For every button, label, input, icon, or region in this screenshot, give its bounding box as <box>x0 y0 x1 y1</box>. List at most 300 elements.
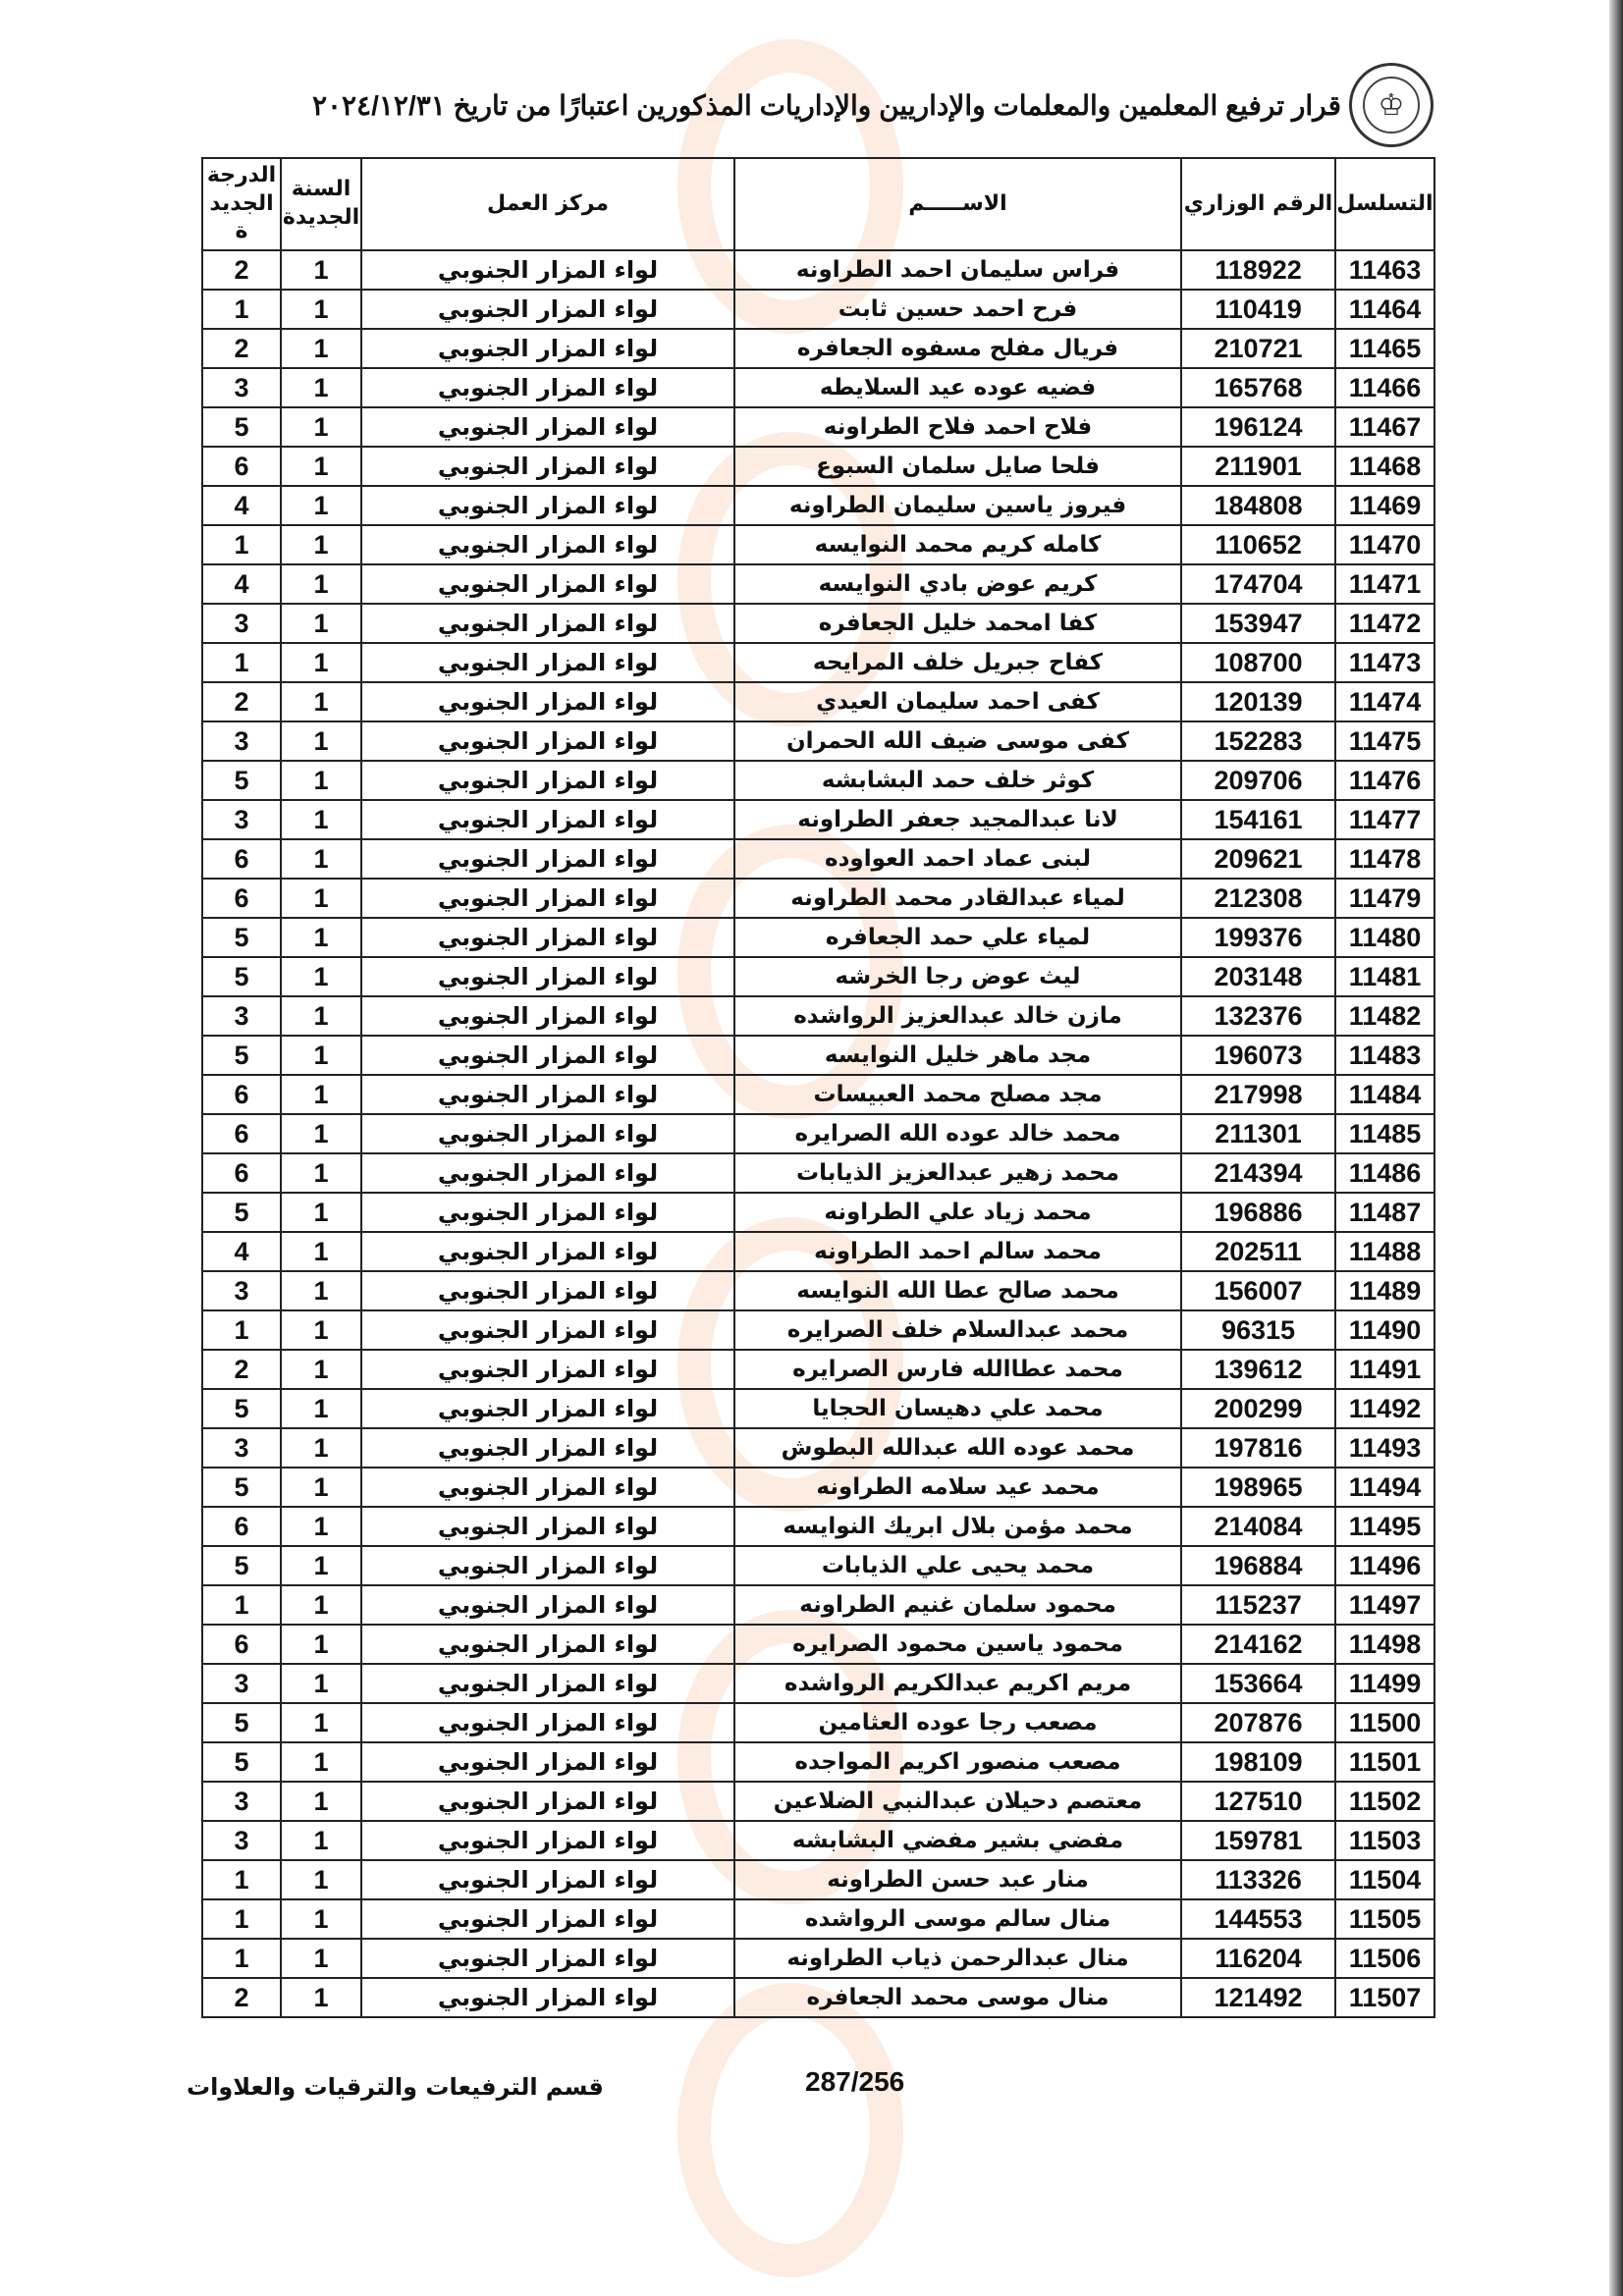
cell-serial: 11488 <box>1335 1232 1434 1271</box>
cell-name: محمد يحيى علي الذيابات <box>734 1546 1181 1585</box>
cell-new-year: 1 <box>281 1310 361 1350</box>
table-row <box>202 1036 1434 1075</box>
cell-name: كفى موسى ضيف الله الحمران <box>734 721 1181 761</box>
cell-work-center: لواء المزار الجنوبي <box>361 1507 734 1546</box>
cell-serial: 11474 <box>1335 682 1434 721</box>
cell-work-center: لواء المزار الجنوبي <box>361 525 734 564</box>
cell-new-year: 1 <box>281 800 361 839</box>
cell-serial: 11465 <box>1335 329 1434 368</box>
cell-serial: 11467 <box>1335 407 1434 447</box>
cell-new-year: 1 <box>281 1625 361 1664</box>
cell-work-center: لواء المزار الجنوبي <box>361 1153 734 1193</box>
cell-ministry-no: 154161 <box>1181 800 1335 839</box>
table-row <box>202 525 1434 564</box>
table-row <box>202 1075 1434 1114</box>
cell-new-grade: 3 <box>202 368 281 407</box>
table-row <box>202 368 1434 407</box>
cell-new-grade: 5 <box>202 1703 281 1742</box>
cell-name: فراس سليمان احمد الطراونه <box>734 250 1181 290</box>
cell-ministry-no: 211301 <box>1181 1114 1335 1153</box>
cell-new-grade: 1 <box>202 1899 281 1939</box>
cell-new-year: 1 <box>281 879 361 918</box>
cell-new-grade: 5 <box>202 407 281 447</box>
cell-work-center: لواء المزار الجنوبي <box>361 290 734 329</box>
cell-serial: 11471 <box>1335 564 1434 604</box>
cell-name: محمد خالد عوده الله الصرايره <box>734 1114 1181 1153</box>
cell-serial: 11468 <box>1335 447 1434 486</box>
table-row <box>202 564 1434 604</box>
cell-work-center: لواء المزار الجنوبي <box>361 1625 734 1664</box>
cell-work-center: لواء المزار الجنوبي <box>361 1075 734 1114</box>
cell-new-grade: 6 <box>202 447 281 486</box>
cell-work-center: لواء المزار الجنوبي <box>361 1860 734 1899</box>
cell-ministry-no: 153947 <box>1181 604 1335 643</box>
cell-new-year: 1 <box>281 1271 361 1310</box>
cell-serial: 11505 <box>1335 1899 1434 1939</box>
header-serial: التسلسل <box>1335 158 1434 250</box>
cell-work-center: لواء المزار الجنوبي <box>361 996 734 1036</box>
cell-serial: 11497 <box>1335 1585 1434 1625</box>
cell-ministry-no: 210721 <box>1181 329 1335 368</box>
table-row <box>202 1114 1434 1153</box>
cell-name: فلاح احمد فلاح الطراونه <box>734 407 1181 447</box>
cell-new-grade: 4 <box>202 1232 281 1271</box>
cell-name: مصعب منصور اكريم المواجده <box>734 1742 1181 1782</box>
cell-new-year: 1 <box>281 1036 361 1075</box>
cell-serial: 11486 <box>1335 1153 1434 1193</box>
cell-name: محمد زهير عبدالعزيز الذيابات <box>734 1153 1181 1193</box>
cell-serial: 11495 <box>1335 1507 1434 1546</box>
cell-work-center: لواء المزار الجنوبي <box>361 1193 734 1232</box>
cell-work-center: لواء المزار الجنوبي <box>361 1703 734 1742</box>
table-row <box>202 918 1434 957</box>
cell-new-grade: 5 <box>202 1389 281 1428</box>
cell-work-center: لواء المزار الجنوبي <box>361 1821 734 1860</box>
cell-new-year: 1 <box>281 721 361 761</box>
cell-ministry-no: 196884 <box>1181 1546 1335 1585</box>
cell-name: محمود سلمان غنيم الطراونه <box>734 1585 1181 1625</box>
cell-new-year: 1 <box>281 525 361 564</box>
cell-ministry-no: 127510 <box>1181 1782 1335 1821</box>
table-row <box>202 1271 1434 1310</box>
cell-ministry-no: 121492 <box>1181 1978 1335 2017</box>
cell-ministry-no: 184808 <box>1181 486 1335 525</box>
cell-new-grade: 6 <box>202 839 281 879</box>
cell-new-grade: 3 <box>202 1271 281 1310</box>
cell-work-center: لواء المزار الجنوبي <box>361 1742 734 1782</box>
cell-new-year: 1 <box>281 1389 361 1428</box>
table-row <box>202 329 1434 368</box>
table-row <box>202 1232 1434 1271</box>
cell-work-center: لواء المزار الجنوبي <box>361 486 734 525</box>
cell-new-year: 1 <box>281 368 361 407</box>
cell-ministry-no: 199376 <box>1181 918 1335 957</box>
cell-work-center: لواء المزار الجنوبي <box>361 682 734 721</box>
scan-edge <box>1609 0 1623 2296</box>
cell-name: لمياء عبدالقادر محمد الطراونه <box>734 879 1181 918</box>
header-new-grade: الدرجة الجديدة <box>202 158 281 250</box>
cell-ministry-no: 214162 <box>1181 1625 1335 1664</box>
cell-new-year: 1 <box>281 1860 361 1899</box>
cell-new-year: 1 <box>281 1703 361 1742</box>
cell-new-year: 1 <box>281 290 361 329</box>
cell-new-year: 1 <box>281 250 361 290</box>
cell-ministry-no: 110652 <box>1181 525 1335 564</box>
cell-work-center: لواء المزار الجنوبي <box>361 368 734 407</box>
header-name: الاســـــم <box>734 158 1181 250</box>
cell-name: منال عبدالرحمن ذياب الطراونه <box>734 1939 1181 1978</box>
cell-new-year: 1 <box>281 1114 361 1153</box>
cell-name: مفضي بشير مفضي البشابشه <box>734 1821 1181 1860</box>
cell-ministry-no: 96315 <box>1181 1310 1335 1350</box>
ministry-emblem-icon: ♔ <box>1349 63 1434 147</box>
header-new-year: السنة الجديدة <box>281 158 361 250</box>
cell-serial: 11502 <box>1335 1782 1434 1821</box>
cell-work-center: لواء المزار الجنوبي <box>361 564 734 604</box>
table-row <box>202 839 1434 879</box>
cell-name: منار عبد حسن الطراونه <box>734 1860 1181 1899</box>
cell-serial: 11491 <box>1335 1350 1434 1389</box>
cell-serial: 11477 <box>1335 800 1434 839</box>
cell-ministry-no: 132376 <box>1181 996 1335 1036</box>
cell-name: محمد سالم احمد الطراونه <box>734 1232 1181 1271</box>
cell-new-grade: 5 <box>202 761 281 800</box>
cell-name: مجد مصلح محمد العبيسات <box>734 1075 1181 1114</box>
cell-work-center: لواء المزار الجنوبي <box>361 1664 734 1703</box>
cell-new-year: 1 <box>281 1899 361 1939</box>
cell-new-grade: 5 <box>202 1193 281 1232</box>
cell-ministry-no: 113326 <box>1181 1860 1335 1899</box>
cell-serial: 11485 <box>1335 1114 1434 1153</box>
cell-ministry-no: 196073 <box>1181 1036 1335 1075</box>
table-row <box>202 682 1434 721</box>
cell-work-center: لواء المزار الجنوبي <box>361 643 734 682</box>
cell-work-center: لواء المزار الجنوبي <box>361 407 734 447</box>
cell-work-center: لواء المزار الجنوبي <box>361 329 734 368</box>
cell-ministry-no: 196124 <box>1181 407 1335 447</box>
cell-ministry-no: 152283 <box>1181 721 1335 761</box>
cell-work-center: لواء المزار الجنوبي <box>361 1782 734 1821</box>
cell-name: فضيه عوده عيد السلايطه <box>734 368 1181 407</box>
cell-ministry-no: 212308 <box>1181 879 1335 918</box>
cell-ministry-no: 196886 <box>1181 1193 1335 1232</box>
cell-name: كوثر خلف حمد البشابشه <box>734 761 1181 800</box>
cell-new-grade: 5 <box>202 1468 281 1507</box>
cell-ministry-no: 209621 <box>1181 839 1335 879</box>
table-row <box>202 1546 1434 1585</box>
table-row <box>202 721 1434 761</box>
header-ministry-no: الرقم الوزاري <box>1181 158 1335 250</box>
cell-ministry-no: 198109 <box>1181 1742 1335 1782</box>
cell-name: معتصم دحيلان عبدالنبي الضلاعين <box>734 1782 1181 1821</box>
cell-new-year: 1 <box>281 447 361 486</box>
cell-new-year: 1 <box>281 1821 361 1860</box>
cell-serial: 11493 <box>1335 1428 1434 1468</box>
cell-serial: 11472 <box>1335 604 1434 643</box>
cell-name: محمد عيد سلامه الطراونه <box>734 1468 1181 1507</box>
cell-work-center: لواء المزار الجنوبي <box>361 1585 734 1625</box>
cell-new-grade: 3 <box>202 1428 281 1468</box>
cell-serial: 11466 <box>1335 368 1434 407</box>
cell-name: لمياء علي حمد الجعافره <box>734 918 1181 957</box>
cell-work-center: لواء المزار الجنوبي <box>361 1271 734 1310</box>
document-header <box>187 61 1434 149</box>
cell-ministry-no: 144553 <box>1181 1899 1335 1939</box>
cell-new-year: 1 <box>281 407 361 447</box>
cell-new-year: 1 <box>281 996 361 1036</box>
cell-serial: 11463 <box>1335 250 1434 290</box>
watermark <box>677 1983 903 2277</box>
cell-work-center: لواء المزار الجنوبي <box>361 957 734 996</box>
cell-work-center: لواء المزار الجنوبي <box>361 1036 734 1075</box>
cell-new-year: 1 <box>281 1664 361 1703</box>
cell-new-grade: 1 <box>202 290 281 329</box>
cell-name: منال موسى محمد الجعافره <box>734 1978 1181 2017</box>
table-row <box>202 1153 1434 1193</box>
cell-new-year: 1 <box>281 1742 361 1782</box>
cell-new-year: 1 <box>281 1193 361 1232</box>
cell-ministry-no: 203148 <box>1181 957 1335 996</box>
cell-new-grade: 6 <box>202 1625 281 1664</box>
cell-new-grade: 1 <box>202 1939 281 1978</box>
cell-ministry-no: 116204 <box>1181 1939 1335 1978</box>
cell-work-center: لواء المزار الجنوبي <box>361 250 734 290</box>
table-row <box>202 447 1434 486</box>
table-row <box>202 1664 1434 1703</box>
cell-serial: 11469 <box>1335 486 1434 525</box>
cell-serial: 11507 <box>1335 1978 1434 2017</box>
cell-serial: 11470 <box>1335 525 1434 564</box>
cell-new-year: 1 <box>281 643 361 682</box>
table-row <box>202 1585 1434 1625</box>
cell-new-year: 1 <box>281 486 361 525</box>
cell-new-year: 1 <box>281 1468 361 1507</box>
cell-new-grade: 3 <box>202 1782 281 1821</box>
cell-name: محمد صالح عطا الله النوايسه <box>734 1271 1181 1310</box>
cell-ministry-no: 209706 <box>1181 761 1335 800</box>
cell-ministry-no: 153664 <box>1181 1664 1335 1703</box>
cell-new-year: 1 <box>281 1075 361 1114</box>
cell-ministry-no: 214394 <box>1181 1153 1335 1193</box>
cell-serial: 11496 <box>1335 1546 1434 1585</box>
cell-serial: 11478 <box>1335 839 1434 879</box>
table-row <box>202 1625 1434 1664</box>
cell-new-grade: 6 <box>202 1075 281 1114</box>
cell-serial: 11490 <box>1335 1310 1434 1350</box>
cell-new-grade: 6 <box>202 1114 281 1153</box>
cell-work-center: لواء المزار الجنوبي <box>361 1114 734 1153</box>
cell-name: محمد عبدالسلام خلف الصرايره <box>734 1310 1181 1350</box>
cell-new-year: 1 <box>281 918 361 957</box>
cell-ministry-no: 120139 <box>1181 682 1335 721</box>
cell-new-grade: 3 <box>202 800 281 839</box>
cell-new-year: 1 <box>281 1546 361 1585</box>
cell-serial: 11501 <box>1335 1742 1434 1782</box>
cell-work-center: لواء المزار الجنوبي <box>361 1546 734 1585</box>
cell-new-grade: 2 <box>202 682 281 721</box>
table-row <box>202 957 1434 996</box>
cell-serial: 11483 <box>1335 1036 1434 1075</box>
cell-name: فيروز ياسين سليمان الطراونه <box>734 486 1181 525</box>
cell-serial: 11494 <box>1335 1468 1434 1507</box>
cell-serial: 11480 <box>1335 918 1434 957</box>
table-row <box>202 643 1434 682</box>
cell-new-grade: 6 <box>202 879 281 918</box>
cell-name: محمد علي دهيسان الحجايا <box>734 1389 1181 1428</box>
cell-new-year: 1 <box>281 1232 361 1271</box>
cell-serial: 11479 <box>1335 879 1434 918</box>
cell-serial: 11499 <box>1335 1664 1434 1703</box>
cell-new-grade: 3 <box>202 1821 281 1860</box>
cell-name: محمد عطاالله فارس الصرايره <box>734 1350 1181 1389</box>
cell-work-center: لواء المزار الجنوبي <box>361 1232 734 1271</box>
cell-ministry-no: 197816 <box>1181 1428 1335 1468</box>
page-number: 287/256 <box>805 2066 905 2097</box>
cell-new-year: 1 <box>281 329 361 368</box>
cell-new-grade: 3 <box>202 604 281 643</box>
cell-serial: 11500 <box>1335 1703 1434 1742</box>
cell-name: مصعب رجا عوده العثامين <box>734 1703 1181 1742</box>
cell-serial: 11503 <box>1335 1821 1434 1860</box>
cell-new-year: 1 <box>281 604 361 643</box>
cell-name: لانا عبدالمجيد جعفر الطراونه <box>734 800 1181 839</box>
cell-new-year: 1 <box>281 957 361 996</box>
cell-work-center: لواء المزار الجنوبي <box>361 1428 734 1468</box>
cell-name: كفاح جبريل خلف المرايحه <box>734 643 1181 682</box>
cell-ministry-no: 174704 <box>1181 564 1335 604</box>
cell-new-grade: 5 <box>202 957 281 996</box>
table-row <box>202 1389 1434 1428</box>
table-row <box>202 761 1434 800</box>
cell-name: فريال مفلح مسفوه الجعافره <box>734 329 1181 368</box>
cell-serial: 11489 <box>1335 1271 1434 1310</box>
table-row <box>202 250 1434 290</box>
table-row <box>202 1310 1434 1350</box>
cell-serial: 11482 <box>1335 996 1434 1036</box>
cell-name: محمد مؤمن بلال ابريك النوايسه <box>734 1507 1181 1546</box>
cell-new-grade: 1 <box>202 1310 281 1350</box>
cell-new-year: 1 <box>281 1350 361 1389</box>
cell-new-year: 1 <box>281 1585 361 1625</box>
department-name: قسم الترفيعات والترقيات والعلاوات <box>187 2073 604 2101</box>
table-row <box>202 290 1434 329</box>
cell-serial: 11484 <box>1335 1075 1434 1114</box>
cell-new-grade: 2 <box>202 1978 281 2017</box>
cell-name: محمد عوده الله عبدالله البطوش <box>734 1428 1181 1468</box>
table-row <box>202 1507 1434 1546</box>
table-row <box>202 1978 1434 2017</box>
table-row <box>202 1350 1434 1389</box>
cell-work-center: لواء المزار الجنوبي <box>361 800 734 839</box>
cell-name: مازن خالد عبدالعزيز الرواشده <box>734 996 1181 1036</box>
cell-new-grade: 5 <box>202 1546 281 1585</box>
cell-new-grade: 4 <box>202 564 281 604</box>
document-title: قرار ترفيع المعلمين والمعلمات والإداريين والإداريات المذكورين اعتبارًا من تاريخ ٢٠٢٤/١٢/٣١ <box>311 89 1341 121</box>
cell-new-grade: 1 <box>202 1585 281 1625</box>
cell-new-year: 1 <box>281 564 361 604</box>
cell-new-year: 1 <box>281 1939 361 1978</box>
table-row <box>202 1821 1434 1860</box>
table-row <box>202 1742 1434 1782</box>
cell-name: محمود ياسين محمود الصرايره <box>734 1625 1181 1664</box>
cell-ministry-no: 156007 <box>1181 1271 1335 1310</box>
cell-new-grade: 1 <box>202 643 281 682</box>
cell-work-center: لواء المزار الجنوبي <box>361 447 734 486</box>
cell-new-grade: 1 <box>202 525 281 564</box>
cell-new-grade: 6 <box>202 1507 281 1546</box>
cell-name: كامله كريم محمد النوايسه <box>734 525 1181 564</box>
cell-new-year: 1 <box>281 682 361 721</box>
cell-new-year: 1 <box>281 1507 361 1546</box>
cell-work-center: لواء المزار الجنوبي <box>361 604 734 643</box>
table-row <box>202 1468 1434 1507</box>
cell-new-grade: 3 <box>202 1664 281 1703</box>
cell-name: فلحا صايل سلمان السبوع <box>734 447 1181 486</box>
cell-serial: 11481 <box>1335 957 1434 996</box>
cell-ministry-no: 118922 <box>1181 250 1335 290</box>
cell-serial: 11464 <box>1335 290 1434 329</box>
cell-ministry-no: 159781 <box>1181 1821 1335 1860</box>
cell-ministry-no: 115237 <box>1181 1585 1335 1625</box>
cell-serial: 11487 <box>1335 1193 1434 1232</box>
cell-ministry-no: 198965 <box>1181 1468 1335 1507</box>
table-row <box>202 1899 1434 1939</box>
cell-new-grade: 6 <box>202 1153 281 1193</box>
table-row <box>202 800 1434 839</box>
cell-new-year: 1 <box>281 1428 361 1468</box>
cell-work-center: لواء المزار الجنوبي <box>361 1468 734 1507</box>
cell-serial: 11492 <box>1335 1389 1434 1428</box>
cell-work-center: لواء المزار الجنوبي <box>361 839 734 879</box>
cell-serial: 11476 <box>1335 761 1434 800</box>
cell-ministry-no: 165768 <box>1181 368 1335 407</box>
cell-new-year: 1 <box>281 1978 361 2017</box>
cell-new-grade: 4 <box>202 486 281 525</box>
cell-ministry-no: 200299 <box>1181 1389 1335 1428</box>
table-row <box>202 604 1434 643</box>
cell-name: منال سالم موسى الرواشده <box>734 1899 1181 1939</box>
cell-work-center: لواء المزار الجنوبي <box>361 721 734 761</box>
cell-work-center: لواء المزار الجنوبي <box>361 1899 734 1939</box>
cell-new-grade: 5 <box>202 1742 281 1782</box>
cell-name: لبنى عماد احمد العواوده <box>734 839 1181 879</box>
cell-serial: 11473 <box>1335 643 1434 682</box>
cell-serial: 11506 <box>1335 1939 1434 1978</box>
table-row <box>202 1703 1434 1742</box>
cell-work-center: لواء المزار الجنوبي <box>361 1310 734 1350</box>
header-work-center: مركز العمل <box>361 158 734 250</box>
cell-work-center: لواء المزار الجنوبي <box>361 761 734 800</box>
cell-work-center: لواء المزار الجنوبي <box>361 879 734 918</box>
table-row <box>202 407 1434 447</box>
promotions-table <box>201 157 1435 2018</box>
cell-new-grade: 5 <box>202 1036 281 1075</box>
cell-work-center: لواء المزار الجنوبي <box>361 1350 734 1389</box>
table-row <box>202 1939 1434 1978</box>
cell-new-year: 1 <box>281 1153 361 1193</box>
cell-name: فرح احمد حسين ثابت <box>734 290 1181 329</box>
cell-name: كفا امحمد خليل الجعافره <box>734 604 1181 643</box>
cell-new-grade: 3 <box>202 996 281 1036</box>
cell-name: محمد زياد علي الطراونه <box>734 1193 1181 1232</box>
cell-new-grade: 2 <box>202 250 281 290</box>
cell-ministry-no: 214084 <box>1181 1507 1335 1546</box>
cell-ministry-no: 211901 <box>1181 447 1335 486</box>
cell-new-year: 1 <box>281 839 361 879</box>
cell-ministry-no: 202511 <box>1181 1232 1335 1271</box>
cell-ministry-no: 108700 <box>1181 643 1335 682</box>
cell-name: كفى احمد سليمان العيدي <box>734 682 1181 721</box>
